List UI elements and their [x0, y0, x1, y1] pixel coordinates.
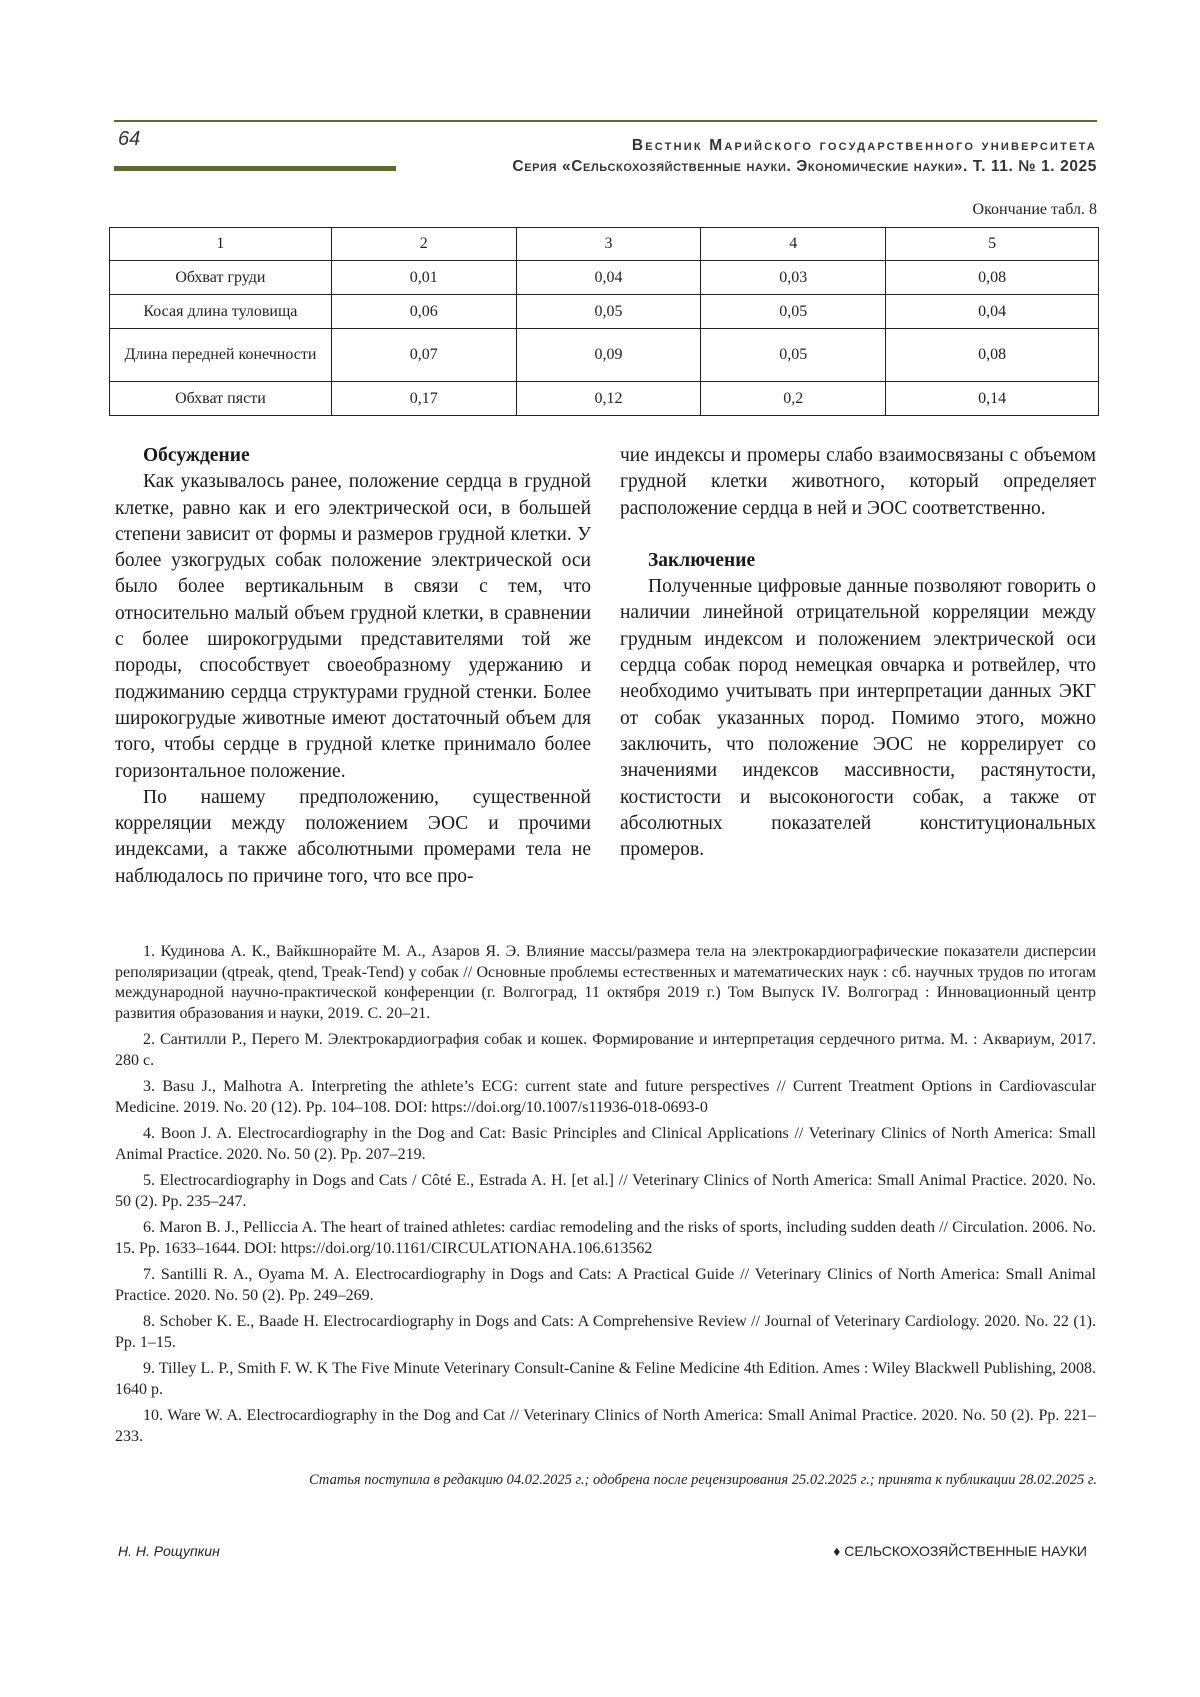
table-cell: 0,12	[516, 382, 701, 416]
table-cell: 0,17	[331, 382, 516, 416]
table-row-label: Обхват пясти	[110, 382, 332, 416]
table-cell: 0,14	[886, 382, 1099, 416]
left-text-column	[115, 443, 591, 890]
table-cell: 0,03	[701, 261, 886, 295]
reference-item: 3. Basu J., Malhotra A. Interpreting the athlete’s ECG: current state and future perspectives // Current Treatment Options in Cardiovascular Medicine. 2019. No. 20 (12). Pp. 104–108. DOI: https://doi.org/10.1007/s11936-018-0693-0	[115, 1078, 1096, 1116]
reference-item: 2. Сантилли Р., Перего М. Электрокардиография собак и кошек. Формирование и интерпретация сердечного ритма. М. : Аквариум, 2017. 280 с.	[115, 1031, 1096, 1069]
reference-item: 7. Santilli R. A., Oyama M. A. Electrocardiography in Dogs and Cats: A Practical Guide // Veterinary Clinics of North America: Small Animal Practice. 2020. No. 50 (2). Pp. 249–269.	[115, 1266, 1096, 1304]
page-number: 64	[118, 128, 141, 150]
table-cell: 0,08	[886, 329, 1099, 382]
table-row	[110, 261, 1099, 295]
table-header-row	[110, 228, 1099, 261]
table-row	[110, 329, 1099, 382]
discussion-paragraph: Как указывалось ранее, положение сердца в грудной клетке, равно как и его электрической оси, в большей степени зависит от формы и размеров грудной клетки. У более узкогрудых собак положение электрической оси было более вертикальным в связи с тем, что относительно малый объем грудной клетки, в сравнении с более широкогрудыми представителями той же породы, способствует своеобразному удержанию и поджиманию сердца структурами грудной стенки. Более широкогрудые животные имеют достаточный объем для того, чтобы сердце в грудной клетке принимало более горизонтальное положение.	[115, 471, 591, 782]
table-cell: 0,05	[701, 329, 886, 382]
table-cell: 0,06	[331, 295, 516, 329]
footer-author: Н. Н. Рощупкин	[118, 1543, 220, 1559]
journal-series: Серия «Сельскохозяйственные науки. Экономические науки». Т. 11. № 1. 2025	[512, 158, 1097, 175]
conclusion-paragraph: Полученные цифровые данные позволяют говорить о наличии линейной отрицательной корреляции между грудным индексом и положением электрической оси сердца собак пород немецкая овчарка и ротвейлер, что необходимо учитывать при интерпретации данных ЭКГ от собак указанных пород. Помимо этого, можно заключить, что положение ЭОС не коррелирует со значениями индексов массивности, растянутости, костистости и высоконогости собак, а также от абсолютных показателей конституциональных промеров.	[620, 576, 1096, 861]
reference-item: 5. Electrocardiography in Dogs and Cats / Côté E., Estrada A. H. [et al.] // Veterinary Clinics of North America: Small Animal Practice. 2020. No. 50 (2). Pp. 235–247.	[115, 1172, 1096, 1210]
table-row-label: Длина передней конечности	[110, 329, 332, 382]
reference-item: 4. Boon J. A. Electrocardiography in the Dog and Cat: Basic Principles and Clinical Applications // Veterinary Clinics of North America: Small Animal Practice. 2020. No. 50 (2). Pp. 207–219.	[115, 1125, 1096, 1163]
table-column-header: 4	[701, 228, 886, 261]
references-list	[115, 942, 1096, 1453]
table-row	[110, 295, 1099, 329]
table-cell: 0,05	[516, 295, 701, 329]
header-top-rule	[114, 120, 1097, 122]
reference-item: 8. Schober K. E., Baade H. Electrocardiography in Dogs and Cats: A Comprehensive Review // Journal of Veterinary Cardiology. 2020. No. 22 (1). Pp. 1–15.	[115, 1313, 1096, 1351]
header-accent-bar	[114, 166, 396, 171]
footer-section: ♦ СЕЛЬСКОХОЗЯЙСТВЕННЫЕ НАУКИ	[833, 1543, 1087, 1559]
received-note: Статья поступила в редакцию 04.02.2025 г.; одобрена после рецензирования 25.02.2025 г.; принята к публикации 28.02.2025 г.	[309, 1472, 1097, 1488]
right-text-column	[620, 443, 1096, 863]
table-row	[110, 382, 1099, 416]
reference-item: 9. Tilley L. P., Smith F. W. K The Five Minute Veterinary Consult-Canine & Feline Medicine 4th Edition. Ames : Wiley Blackwell Publishing, 2008. 1640 p.	[115, 1360, 1096, 1398]
reference-item: 10. Ware W. A. Electrocardiography in the Dog and Cat // Veterinary Clinics of North America: Small Animal Practice. 2020. No. 50 (2). Pp. 221–233.	[115, 1407, 1096, 1445]
table-column-header: 3	[516, 228, 701, 261]
paragraph-spacer	[620, 522, 1096, 548]
table-cell: 0,04	[516, 261, 701, 295]
data-table	[109, 227, 1099, 416]
table-caption: Окончание табл. 8	[972, 201, 1097, 218]
discussion-paragraph-continued: чие индексы и промеры слабо взаимосвязаны с объемом грудной клетки животного, который определяет расположение сердца в ней и ЭОС соответственно.	[620, 445, 1096, 519]
conclusion-heading: Заключение	[648, 549, 756, 571]
table-cell: 0,01	[331, 261, 516, 295]
reference-item: 6. Maron B. J., Pelliccia A. The heart of trained athletes: cardiac remodeling and the risks of sports, including sudden death // Circulation. 2006. No. 15. Pp. 1633–1644. DOI: https://doi.org/10.1161/CIRCULATIONAHA.106.613562	[115, 1219, 1096, 1257]
discussion-heading: Обсуждение	[143, 445, 250, 466]
table-cell: 0,05	[701, 295, 886, 329]
table-row-label: Обхват груди	[110, 261, 332, 295]
table-column-header: 2	[331, 228, 516, 261]
table-cell: 0,09	[516, 329, 701, 382]
table-column-header: 1	[110, 228, 332, 261]
discussion-paragraph: По нашему предположению, существенной корреляции между положением ЭОС и прочими индексами, а также абсолютными промерами тела не наблюдалось по причине того, что все про-	[115, 786, 591, 887]
table-cell: 0,04	[886, 295, 1099, 329]
table-column-header: 5	[886, 228, 1099, 261]
journal-title: Вестник Марийского государственного университета	[631, 137, 1097, 154]
table-row-label: Косая длина туловища	[110, 295, 332, 329]
table-cell: 0,08	[886, 261, 1099, 295]
table-cell: 0,2	[701, 382, 886, 416]
table-cell: 0,07	[331, 329, 516, 382]
reference-item: 1. Кудинова А. К., Вайкшнорайте М. А., Азаров Я. Э. Влияние массы/размера тела на электрокардиографические показатели дисперсии реполяризации (qtpeak, qtend, Tpeak-Tend) у собак // Основные проблемы естественных и математических наук : сб. научных трудов по итогам международной научно-практической конференции (г. Волгоград, 11 октября 2019 г.) Том Выпуск IV. Волгоград : Инновационный центр развития образования и науки, 2019. С. 20–21.	[115, 943, 1096, 1022]
